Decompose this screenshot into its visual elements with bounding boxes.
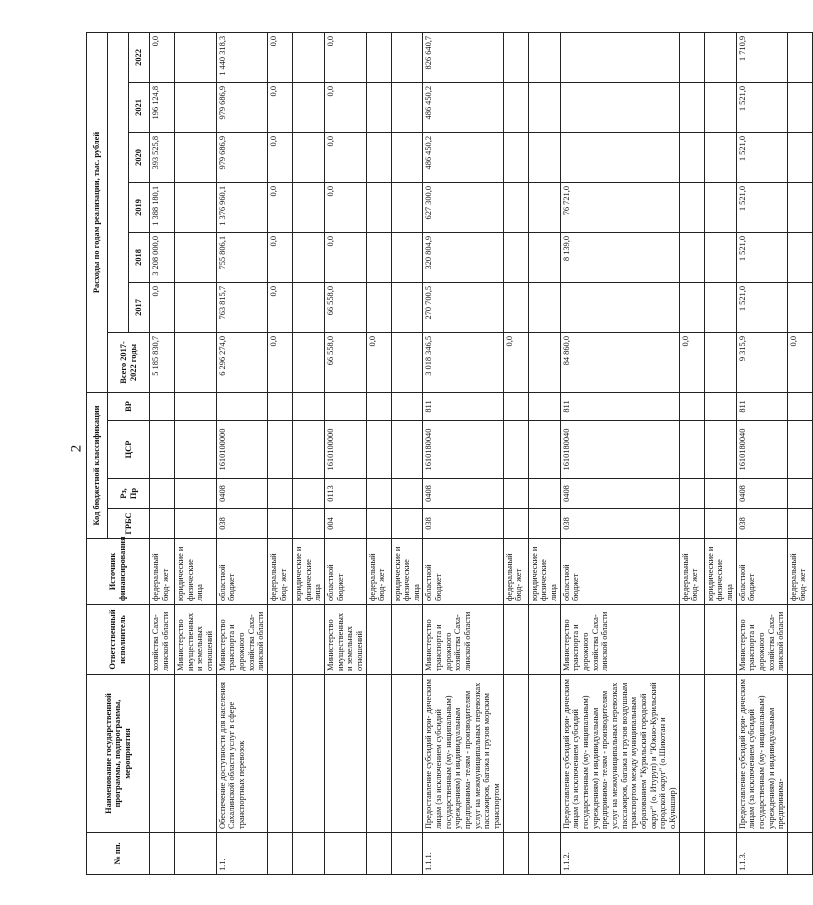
cell-y2017: 0,0	[150, 282, 175, 332]
cell-y2021: 1 521,0	[736, 82, 787, 132]
cell-y2019	[787, 182, 812, 232]
cell-total: 0,0	[267, 332, 292, 392]
cell-csr	[175, 421, 217, 479]
cell-y2018	[704, 232, 736, 282]
cell-source: федеральный бюд- жет	[150, 539, 175, 605]
cell-y2017	[679, 282, 704, 332]
cell-source: областной бюджет	[324, 539, 366, 605]
cell-y2021	[175, 82, 217, 132]
cell-grbs	[292, 509, 324, 539]
cell-csr: 1610180040	[423, 421, 503, 479]
cell-y2020	[292, 132, 324, 182]
cell-y2017: 270 700,5	[423, 282, 503, 332]
cell-y2021: 0,0	[267, 82, 292, 132]
cell-source: областной бюджет	[216, 539, 267, 605]
cell-name	[391, 675, 423, 833]
cell-y2020	[679, 132, 704, 182]
cell-vr	[787, 392, 812, 420]
cell-num	[787, 833, 812, 875]
cell-y2019	[528, 182, 560, 232]
cell-rzpr: 0408	[423, 479, 503, 509]
cell-y2022	[175, 32, 217, 82]
cell-y2017	[175, 282, 217, 332]
table-body	[150, 32, 813, 874]
header-num: № пп.	[87, 833, 150, 875]
rotated-page	[86, 33, 808, 875]
cell-y2020	[704, 132, 736, 182]
cell-total: 6 296 274,0	[216, 332, 267, 392]
cell-y2021	[366, 82, 391, 132]
cell-num	[679, 833, 704, 875]
cell-grbs	[150, 509, 175, 539]
cell-y2022	[391, 32, 423, 82]
cell-y2021	[528, 82, 560, 132]
cell-source: юридические и физические лица	[704, 539, 736, 605]
cell-name	[292, 675, 324, 833]
cell-executor	[267, 605, 292, 675]
cell-grbs	[787, 509, 812, 539]
header-budget-code: Код бюджетной классификации	[87, 392, 108, 538]
cell-y2020: 393 525,8	[150, 132, 175, 182]
cell-rzpr	[528, 479, 560, 509]
cell-y2022	[528, 32, 560, 82]
cell-name	[679, 675, 704, 833]
cell-y2020: 0,0	[324, 132, 366, 182]
cell-y2022: 1 440 318,3	[216, 32, 267, 82]
cell-y2018	[366, 232, 391, 282]
cell-grbs	[175, 509, 217, 539]
cell-num: 1.1.	[216, 833, 267, 875]
cell-y2021	[503, 82, 528, 132]
cell-rzpr	[150, 479, 175, 509]
cell-executor: Министерство транспорта и дорожного хозяйства Саха- линской области	[736, 605, 787, 675]
cell-total	[704, 332, 736, 392]
cell-y2017: 1 521,0	[736, 282, 787, 332]
cell-rzpr	[503, 479, 528, 509]
cell-y2020	[503, 132, 528, 182]
cell-grbs: 038	[216, 509, 267, 539]
cell-executor: Министерство транспорта и дорожного хозяйства Саха- линской области	[560, 605, 679, 675]
cell-y2018: 755 806,1	[216, 232, 267, 282]
cell-rzpr	[292, 479, 324, 509]
cell-y2019	[704, 182, 736, 232]
cell-grbs	[366, 509, 391, 539]
cell-y2018	[679, 232, 704, 282]
cell-num	[150, 833, 175, 875]
table-row	[175, 32, 217, 874]
cell-executor: хозяйства Саха- линской области	[150, 605, 175, 675]
table-wrapper	[86, 33, 808, 875]
cell-y2021	[292, 82, 324, 132]
cell-y2020	[528, 132, 560, 182]
cell-y2020	[560, 132, 679, 182]
cell-grbs: 038	[423, 509, 503, 539]
cell-y2019: 0,0	[267, 182, 292, 232]
cell-y2019: 1 376 960,1	[216, 182, 267, 232]
cell-source: федеральный бюд- жет	[267, 539, 292, 605]
cell-y2019: 76 721,0	[560, 182, 679, 232]
cell-executor: Министерство имущественных и земельных отношений	[175, 605, 217, 675]
cell-y2022: 826 640,7	[423, 32, 503, 82]
cell-source: федеральный бюд- жет	[366, 539, 391, 605]
cell-total: 0,0	[503, 332, 528, 392]
table-row	[267, 32, 292, 874]
cell-grbs	[391, 509, 423, 539]
cell-vr	[324, 392, 366, 420]
cell-y2021	[787, 82, 812, 132]
cell-y2017: 763 815,7	[216, 282, 267, 332]
cell-grbs	[503, 509, 528, 539]
cell-y2022	[679, 32, 704, 82]
cell-total	[528, 332, 560, 392]
cell-total	[175, 332, 217, 392]
cell-y2017	[528, 282, 560, 332]
cell-executor	[292, 605, 324, 675]
cell-name: Предоставление субсидий юри- дическим лицам (за исключением субсидий государственным (му- ниципальным) учреждениям) и индивидуальным предпринима- телям - производителям услуг на межмуниципальных перевозках пассажиров, багажа и грузов воздушным транспортом между муниципальным образованием "Курильский городской округ" (о. Итуруп) и "Южно-Курильский городской округ" (о.Шикотан и о.Кунашир)	[560, 675, 679, 833]
cell-y2018	[292, 232, 324, 282]
table-row	[560, 32, 679, 874]
cell-y2020: 1 521,0	[736, 132, 787, 182]
cell-y2018	[391, 232, 423, 282]
header-executor: Ответственный исполнитель	[87, 605, 150, 675]
cell-y2017	[503, 282, 528, 332]
cell-executor	[366, 605, 391, 675]
table-row	[366, 32, 391, 874]
table-row	[292, 32, 324, 874]
cell-y2019	[679, 182, 704, 232]
cell-y2021	[679, 82, 704, 132]
cell-csr	[150, 421, 175, 479]
cell-rzpr	[391, 479, 423, 509]
cell-executor: Министерство транспорта и дорожного хозяйства Саха- линской области	[216, 605, 267, 675]
cell-num: 1.1.1.	[423, 833, 503, 875]
cell-executor	[704, 605, 736, 675]
cell-y2017: 0,0	[267, 282, 292, 332]
header-csr: ЦСР	[108, 421, 150, 479]
cell-grbs: 038	[736, 509, 787, 539]
cell-y2018	[528, 232, 560, 282]
cell-y2019	[292, 182, 324, 232]
cell-vr: 811	[423, 392, 503, 420]
table-row	[736, 32, 787, 874]
cell-name: Предоставление субсидий юри- дическим лицам (за исключением субсидий государственным (му- ниципальным) учреждениям) и индивидуальным предпринима-	[736, 675, 787, 833]
cell-num: 1.1.3.	[736, 833, 787, 875]
cell-csr	[292, 421, 324, 479]
cell-executor	[787, 605, 812, 675]
header-rzpr: Рз, Пр	[108, 479, 150, 509]
cell-csr	[391, 421, 423, 479]
cell-name	[175, 675, 217, 833]
header-y2017: 2017	[129, 282, 150, 332]
cell-num	[391, 833, 423, 875]
cell-rzpr: 0408	[216, 479, 267, 509]
cell-y2022	[366, 32, 391, 82]
cell-y2017	[704, 282, 736, 332]
cell-y2020	[366, 132, 391, 182]
cell-y2017: 66 558,0	[324, 282, 366, 332]
cell-executor	[503, 605, 528, 675]
cell-num: 1.1.2.	[560, 833, 679, 875]
cell-total	[391, 332, 423, 392]
cell-y2020	[391, 132, 423, 182]
cell-grbs	[528, 509, 560, 539]
cell-rzpr	[366, 479, 391, 509]
header-y2021: 2021	[129, 82, 150, 132]
cell-executor	[528, 605, 560, 675]
header-vr: ВР	[108, 392, 150, 420]
cell-rzpr: 0408	[560, 479, 679, 509]
header-total: Всего 2017-2022 годы	[108, 332, 150, 392]
table-row	[528, 32, 560, 874]
cell-num	[503, 833, 528, 875]
cell-rzpr: 0113	[324, 479, 366, 509]
cell-y2022	[787, 32, 812, 82]
cell-csr	[679, 421, 704, 479]
cell-name: Обеспечение доступности для населения Сахалинской области услуг в сфере транспортных перевозок	[216, 675, 267, 833]
cell-total: 0,0	[679, 332, 704, 392]
cell-y2017	[560, 282, 679, 332]
cell-executor	[679, 605, 704, 675]
cell-grbs	[679, 509, 704, 539]
table-row	[391, 32, 423, 874]
table-row	[679, 32, 704, 874]
cell-y2018: 3 208 000,0	[150, 232, 175, 282]
cell-csr: 1610180040	[560, 421, 679, 479]
cell-executor: Министерство транспорта и дорожного хозяйства Саха- линской области	[423, 605, 503, 675]
cell-y2018: 320 804,9	[423, 232, 503, 282]
cell-vr	[679, 392, 704, 420]
header-y2022: 2022	[129, 32, 150, 82]
cell-rzpr	[175, 479, 217, 509]
cell-y2021: 486 450,2	[423, 82, 503, 132]
cell-name	[366, 675, 391, 833]
table-row	[150, 32, 175, 874]
cell-y2019	[391, 182, 423, 232]
cell-y2019	[503, 182, 528, 232]
cell-y2020	[787, 132, 812, 182]
cell-y2022	[292, 32, 324, 82]
cell-total	[292, 332, 324, 392]
cell-csr	[503, 421, 528, 479]
cell-source: юридические и физические лица	[292, 539, 324, 605]
cell-source: юридические и физические лица	[528, 539, 560, 605]
cell-y2018	[503, 232, 528, 282]
cell-vr	[175, 392, 217, 420]
cell-vr: 811	[736, 392, 787, 420]
cell-y2018: 1 521,0	[736, 232, 787, 282]
cell-num	[324, 833, 366, 875]
cell-source: юридические и физические лица	[391, 539, 423, 605]
cell-source: федеральный бюд- жет	[787, 539, 812, 605]
header-years-spacer	[108, 32, 129, 332]
cell-y2017	[787, 282, 812, 332]
cell-y2021	[391, 82, 423, 132]
cell-source: федеральный бюд- жет	[679, 539, 704, 605]
cell-vr	[704, 392, 736, 420]
cell-total: 3 018 346,5	[423, 332, 503, 392]
cell-grbs	[704, 509, 736, 539]
cell-num	[175, 833, 217, 875]
cell-y2021: 979 686,9	[216, 82, 267, 132]
cell-y2018: 8 139,0	[560, 232, 679, 282]
cell-vr	[366, 392, 391, 420]
cell-csr: 1610180040	[736, 421, 787, 479]
cell-vr	[267, 392, 292, 420]
cell-name	[150, 675, 175, 833]
cell-name	[503, 675, 528, 833]
cell-total: 66 558,0	[324, 332, 366, 392]
cell-y2022	[560, 32, 679, 82]
cell-csr	[528, 421, 560, 479]
table-row	[704, 32, 736, 874]
cell-vr	[528, 392, 560, 420]
cell-y2021	[704, 82, 736, 132]
cell-rzpr	[704, 479, 736, 509]
header-grbs: ГРБС	[108, 509, 150, 539]
cell-y2019: 1 521,0	[736, 182, 787, 232]
header-y2018: 2018	[129, 232, 150, 282]
cell-y2018: 0,0	[324, 232, 366, 282]
cell-name	[267, 675, 292, 833]
cell-total: 9 315,9	[736, 332, 787, 392]
header-by-years: Расходы по годам реализации, тыс. рублей	[87, 32, 108, 392]
cell-total: 0,0	[787, 332, 812, 392]
table-row	[324, 32, 366, 874]
cell-y2018	[787, 232, 812, 282]
table-head	[87, 32, 150, 874]
cell-y2020: 0,0	[267, 132, 292, 182]
cell-y2022: 1 710,9	[736, 32, 787, 82]
cell-executor	[391, 605, 423, 675]
cell-vr: 811	[560, 392, 679, 420]
cell-name	[324, 675, 366, 833]
cell-vr	[391, 392, 423, 420]
cell-csr	[267, 421, 292, 479]
cell-executor: Министерство имущественных и земельных отношений	[324, 605, 366, 675]
cell-y2020: 979 686,9	[216, 132, 267, 182]
cell-y2022: 0,0	[150, 32, 175, 82]
cell-vr	[292, 392, 324, 420]
cell-name	[528, 675, 560, 833]
header-y2020: 2020	[129, 132, 150, 182]
cell-csr	[704, 421, 736, 479]
cell-y2019	[175, 182, 217, 232]
cell-y2019: 627 300,0	[423, 182, 503, 232]
cell-y2022: 0,0	[324, 32, 366, 82]
cell-y2019: 1 388 180,1	[150, 182, 175, 232]
cell-y2022	[704, 32, 736, 82]
cell-grbs: 004	[324, 509, 366, 539]
table-row	[423, 32, 503, 874]
cell-total: 84 860,0	[560, 332, 679, 392]
cell-num	[366, 833, 391, 875]
cell-num	[267, 833, 292, 875]
cell-y2020: 486 450,2	[423, 132, 503, 182]
cell-name	[787, 675, 812, 833]
cell-vr	[216, 392, 267, 420]
cell-y2022	[503, 32, 528, 82]
cell-source: областной бюджет	[423, 539, 503, 605]
cell-grbs	[267, 509, 292, 539]
cell-y2017	[391, 282, 423, 332]
cell-y2022: 0,0	[267, 32, 292, 82]
cell-y2021: 196 124,8	[150, 82, 175, 132]
table-row	[787, 32, 812, 874]
cell-y2021: 0,0	[324, 82, 366, 132]
cell-total: 5 185 830,7	[150, 332, 175, 392]
cell-rzpr: 0408	[736, 479, 787, 509]
cell-rzpr	[267, 479, 292, 509]
cell-source: областной бюджет	[560, 539, 679, 605]
cell-num	[528, 833, 560, 875]
cell-csr: 1610100000	[216, 421, 267, 479]
header-name: Наименование государственной программы, подпрограммы, мероприятия	[87, 675, 150, 833]
cell-y2018	[175, 232, 217, 282]
cell-total: 0,0	[366, 332, 391, 392]
cell-name	[704, 675, 736, 833]
cell-vr	[150, 392, 175, 420]
financing-table	[86, 32, 813, 875]
page-number: 2	[68, 444, 85, 453]
cell-csr	[787, 421, 812, 479]
cell-y2018: 0,0	[267, 232, 292, 282]
cell-rzpr	[787, 479, 812, 509]
header-source: Источник финансирования	[87, 539, 150, 605]
cell-y2021	[560, 82, 679, 132]
cell-source: областной бюджет	[736, 539, 787, 605]
cell-csr: 1610100000	[324, 421, 366, 479]
header-y2019: 2019	[129, 182, 150, 232]
table-row	[503, 32, 528, 874]
table-row	[216, 32, 267, 874]
cell-name: Предоставление субсидий юри- дическим лицам (за исключением субсидий государственным (му- ниципальным) учреждениям) и индивидуальным предпринима- телям - производителям услуг на межмуниципальных перевозках пассажиров, багажа и грузов морским транспортом	[423, 675, 503, 833]
cell-source: юридические и физические лица	[175, 539, 217, 605]
cell-rzpr	[679, 479, 704, 509]
cell-y2017	[366, 282, 391, 332]
cell-y2019	[366, 182, 391, 232]
cell-grbs: 038	[560, 509, 679, 539]
cell-y2020	[175, 132, 217, 182]
cell-source: федеральный бюд- жет	[503, 539, 528, 605]
cell-num	[704, 833, 736, 875]
cell-y2019: 0,0	[324, 182, 366, 232]
cell-csr	[366, 421, 391, 479]
cell-num	[292, 833, 324, 875]
cell-vr	[503, 392, 528, 420]
cell-y2017	[292, 282, 324, 332]
